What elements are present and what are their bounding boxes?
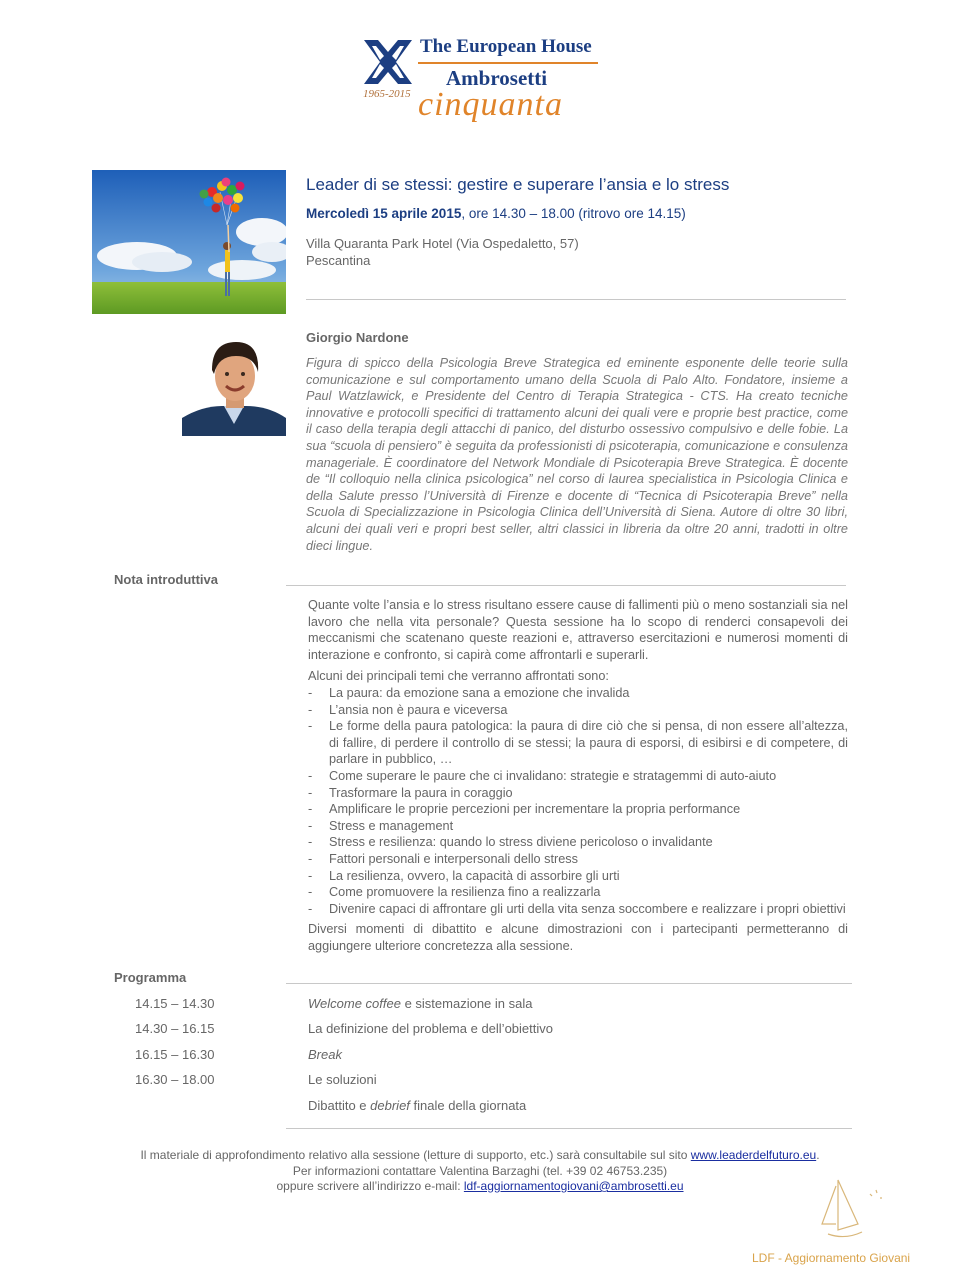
programme-time: 14.30 – 16.15 [135, 1021, 215, 1036]
venue-city: Pescantina [306, 253, 371, 268]
speaker-name: Giorgio Nardone [306, 330, 409, 345]
footer-info [100, 1148, 860, 1195]
list-dash: - [308, 785, 313, 800]
programme-time: 16.15 – 16.30 [135, 1047, 215, 1062]
footer-line3: oppure scrivere all’indirizzo e-mail: ldf-aggiornamentogiovani@ambrosetti.eu [276, 1179, 684, 1193]
event-date-time: , ore 14.30 – 18.00 (ritrovo ore 14.15) [461, 206, 686, 221]
topics-list [308, 685, 848, 917]
intro-divider [286, 585, 846, 586]
ambrosetti-logo [360, 34, 610, 134]
list-dash: - [308, 685, 313, 700]
header-divider [306, 299, 846, 300]
ambrosetti-emblem-icon [360, 38, 416, 86]
list-dash: - [308, 901, 313, 916]
list-item: - Stress e management [308, 818, 454, 833]
balloon-photo [92, 170, 286, 314]
list-item: - La paura: da emozione sana a emozione che invalida [308, 685, 630, 700]
list-dash: - [308, 851, 313, 866]
venue-address: Villa Quaranta Park Hotel (Via Ospedaletto, 57) [306, 236, 579, 251]
programme-bottom-divider [286, 1128, 852, 1129]
list-item: - Trasformare la paura in coraggio [308, 785, 513, 800]
logo-years: 1965-2015 [363, 88, 411, 100]
topics-intro: Alcuni dei principali temi che verranno affrontati sono: [308, 669, 609, 684]
website-link[interactable]: www.leaderdelfuturo.eu [690, 1148, 817, 1162]
intro-body [308, 597, 848, 959]
intro-closing: Diversi momenti di dibattito e alcune dimostrazioni con i partecipanti permetteranno di aggiungere ulteriore concretezza alla sessione. [308, 922, 848, 953]
list-dash: - [308, 768, 313, 783]
event-title: Leader di se stessi: gestire e superare l’ansia e lo stress [306, 175, 730, 194]
list-dash: - [308, 885, 313, 900]
speaker-bio: Figura di spicco della Psicologia Breve Strategica ed eminente esponente delle teorie sulla comunicazione e sul comportamento umano della Scuola di Palo Alto. Fondatore, insieme a Paul Watzlawick, e Presidente del Centro di Terapia Strategica - CTS. Ha creato tecniche innovative e protocolli specifici di trattamento alcuni dei quali vere e proprie best practice, come il caso della terapia degli attacchi di panico, del disturbo ossessivo compulsivo e delle fobie. La sua “scuola di pensiero” è seguita da professionisti di psicoterapia, comunicazione e consulenza manageriale. È coordinatore del Network Mondiale di Psicoterapia Breve Strategica. È docente de “Il colloquio nella clinica psicologica” nel corso di laurea specialistica in Psicologia Clinica e della Salute presso l’Università di Firenze e docente di “Tecnica di Psicoterapia Breve” nella Scuola di Specializzazione in Psicologia Clinica dell’Università di Siena. Autore di oltre 30 libri, alcuni dei quali veri e propri best seller, altri classici in libreria da oltre 20 anni, tradotti in oltre dieci lingue. [306, 356, 848, 553]
list-item: - Come promuovere la resilienza fino a realizzarla [308, 885, 601, 900]
programme-activity: Le soluzioni [308, 1072, 377, 1087]
intro-label: Nota introduttiva [114, 572, 218, 587]
event-date [306, 206, 686, 221]
list-item: - Le forme della paura patologica: la paura di dire ciò che si pensa, di non essere all’altezza, di fallire, di perdere il controllo di se stessi; la paura di esporsi, di esibirsi e di competere, di parlare in pubblico, … [308, 719, 848, 767]
list-dash: - [308, 868, 313, 883]
logo-divider [418, 62, 598, 64]
list-item: - L’ansia non è paura e viceversa [308, 702, 508, 717]
list-item: - Divenire capaci di affrontare gli urti della vita senza soccombere e realizzare i propri obiettivi [308, 901, 846, 916]
logo-tagline: cinquanta [418, 86, 563, 123]
list-item: - Stress e resilienza: quando lo stress diviene pericoloso o invalidante [308, 835, 713, 850]
programme-time: 16.30 – 18.00 [135, 1072, 215, 1087]
list-dash: - [308, 802, 313, 817]
footer-line2: Per informazioni contattare Valentina Barzaghi (tel. +39 02 46753.235) [292, 1163, 668, 1178]
brand-label: LDF - Aggiornamento Giovani [752, 1251, 911, 1265]
speaker-photo [182, 332, 286, 436]
programme-divider [286, 983, 852, 984]
programme-activity: La definizione del problema e dell’obiettivo [308, 1021, 553, 1036]
list-item: - La resilienza, ovvero, la capacità di assorbire gli urti [308, 868, 620, 883]
footer-line1: Il materiale di approfondimento relativo alla sessione (letture di supporto, etc.) sarà consultabile sul sito www.leaderdelfuturo.eu. [140, 1148, 820, 1162]
programme-activity: Dibattito e debrief finale della giornata [308, 1098, 527, 1113]
sailboat-icon [800, 1172, 890, 1247]
programme-activity: Welcome coffee e sistemazione in sala [308, 996, 533, 1011]
event-venue [306, 235, 579, 269]
logo-line1: The European House [420, 36, 592, 57]
event-date-day: Mercoledì 15 aprile 2015 [306, 206, 462, 221]
email-link[interactable]: ldf-aggiornamentogiovani@ambrosetti.eu [463, 1179, 684, 1193]
list-dash: - [308, 818, 313, 833]
list-dash: - [308, 835, 313, 850]
intro-paragraph: Quante volte l’ansia e lo stress risultano essere cause di fallimenti più o meno sostanziali sia nel lavoro che nella vita personale? Questa sessione ha lo scopo di renderci consapevoli dei meccanismi che scatenano queste reazioni e, attraverso esercitazioni e numerosi momenti di interazione e confronto, si capirà come affrontarli e superarli. [308, 598, 848, 662]
logo-line2: Ambrosetti [446, 66, 548, 90]
list-item: - Fattori personali e interpersonali dello stress [308, 851, 578, 866]
list-item: - Amplificare le proprie percezioni per incrementare la propria performance [308, 802, 741, 817]
programme-time: 14.15 – 14.30 [135, 996, 215, 1011]
programme-activity: Break [308, 1047, 342, 1062]
programme-label: Programma [114, 970, 187, 985]
list-dash: - [308, 702, 313, 717]
list-item: - Come superare le paure che ci invalidano: strategie e stratagemmi di auto-aiuto [308, 768, 777, 783]
list-dash: - [308, 719, 313, 734]
